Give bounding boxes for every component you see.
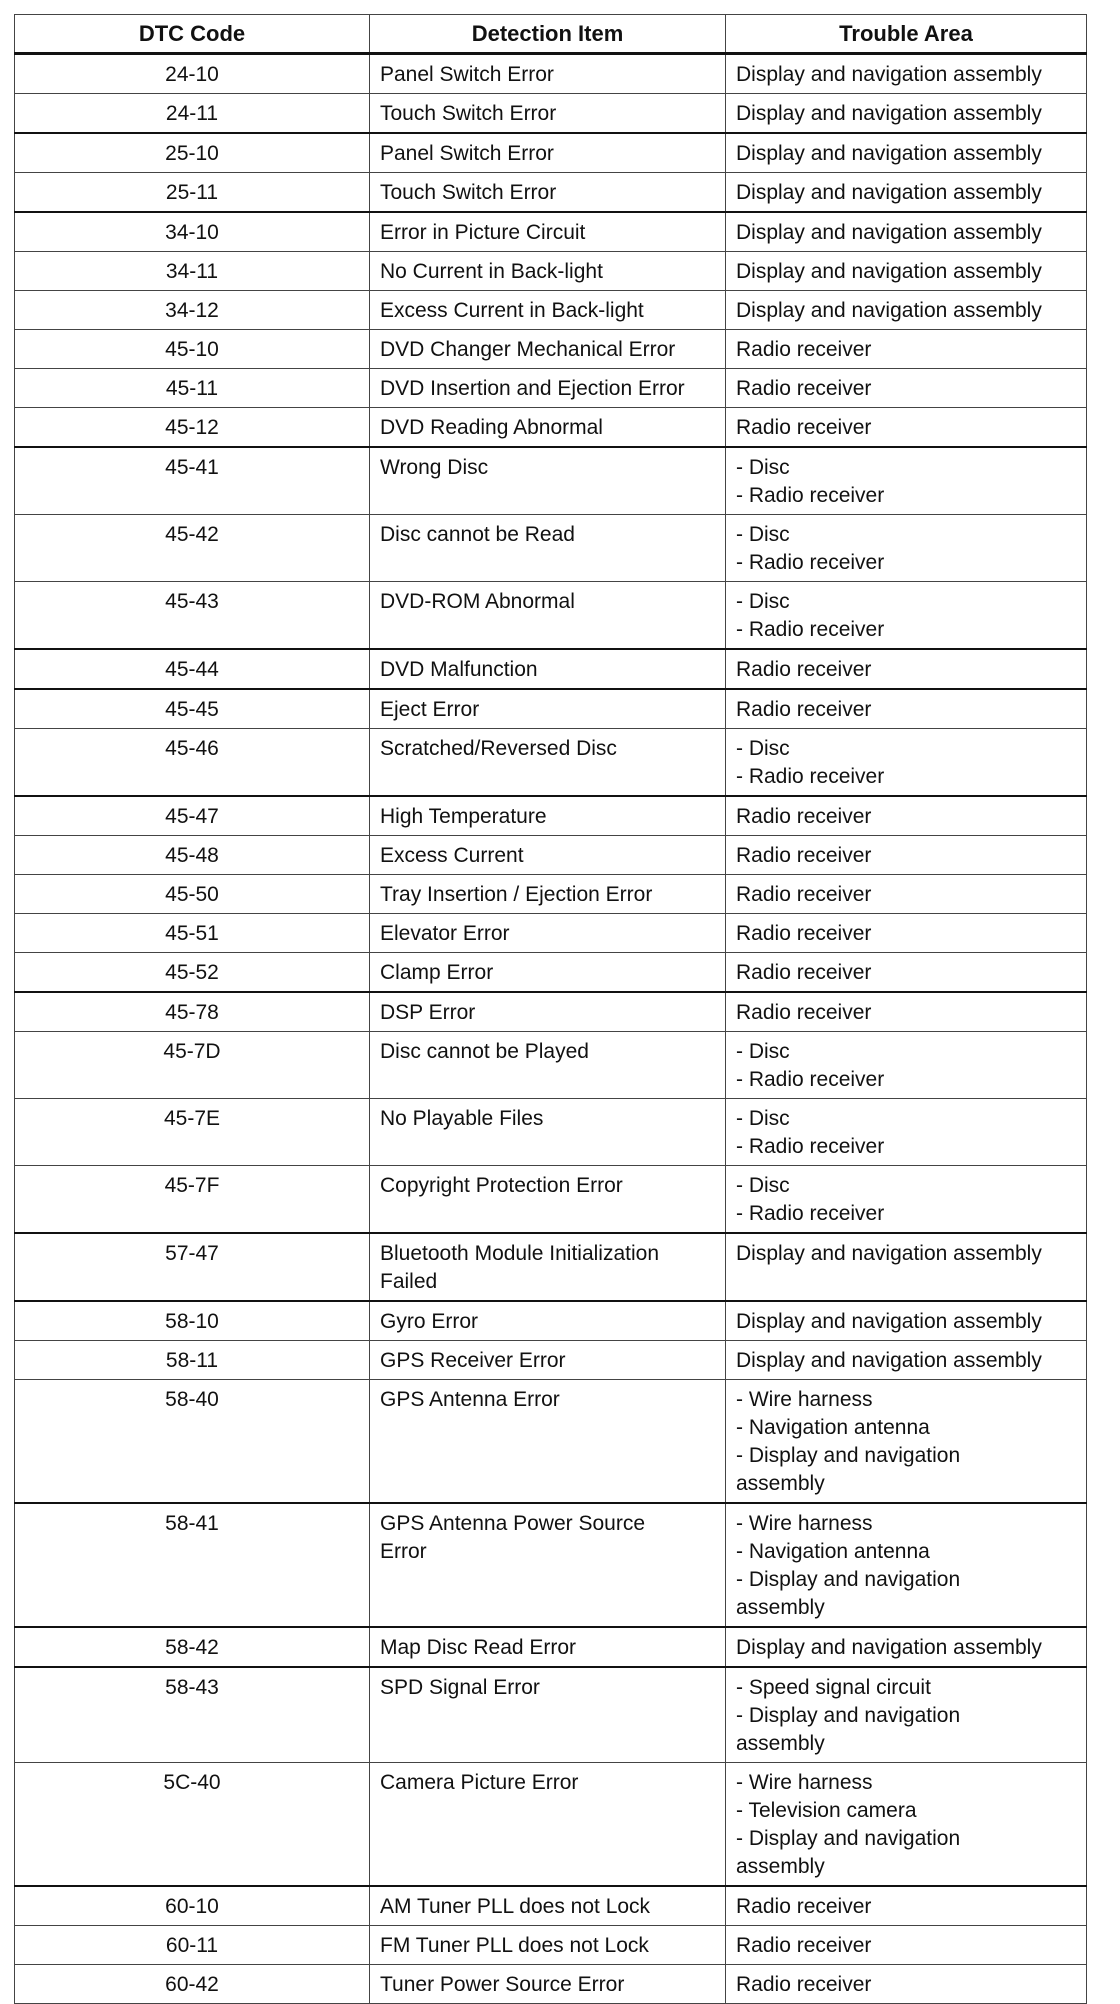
trouble-area-line: assembly bbox=[736, 1855, 825, 1878]
trouble-area-line: Radio receiver bbox=[736, 338, 872, 361]
trouble-area-line: Radio receiver bbox=[736, 844, 872, 867]
table-row bbox=[15, 515, 1087, 582]
detection-item-line: DSP Error bbox=[380, 1001, 476, 1024]
detection-item-line: Excess Current bbox=[380, 844, 524, 867]
table-row bbox=[15, 212, 1087, 252]
detection-item-cell bbox=[370, 836, 726, 875]
detection-item-cell bbox=[370, 515, 726, 582]
detection-item-cell bbox=[370, 252, 726, 291]
table-row bbox=[15, 54, 1087, 94]
table-row bbox=[15, 914, 1087, 953]
detection-item-cell bbox=[370, 649, 726, 689]
detection-item-line: Failed bbox=[380, 1270, 438, 1293]
detection-item-line: Wrong Disc bbox=[380, 456, 489, 479]
detection-item-cell bbox=[370, 173, 726, 213]
table-row bbox=[15, 94, 1087, 134]
dtc-code-cell: 45-48 bbox=[15, 836, 370, 875]
trouble-area-line: - Display and navigation bbox=[736, 1568, 961, 1591]
table-row bbox=[15, 689, 1087, 729]
dtc-code-cell: 5C-40 bbox=[15, 1763, 370, 1887]
dtc-table bbox=[14, 14, 1087, 2004]
trouble-area-line: - Television camera bbox=[736, 1799, 917, 1822]
detection-item-cell bbox=[370, 875, 726, 914]
trouble-area-cell bbox=[726, 649, 1087, 689]
detection-item-cell bbox=[370, 992, 726, 1032]
trouble-area-line: Radio receiver bbox=[736, 961, 872, 984]
detection-item-line: High Temperature bbox=[380, 805, 547, 828]
detection-item-cell bbox=[370, 54, 726, 94]
dtc-code-cell: 45-47 bbox=[15, 796, 370, 836]
table-row bbox=[15, 1099, 1087, 1166]
trouble-area-cell bbox=[726, 1099, 1087, 1166]
detection-item-line: DVD Insertion and Ejection Error bbox=[380, 377, 685, 400]
dtc-code-cell: 24-10 bbox=[15, 54, 370, 94]
trouble-area-line: - Display and navigation bbox=[736, 1444, 961, 1467]
dtc-code-cell: 24-11 bbox=[15, 94, 370, 134]
header-trouble-area: Trouble Area bbox=[726, 15, 1087, 54]
detection-item-line: Gyro Error bbox=[380, 1310, 479, 1333]
detection-item-line: Panel Switch Error bbox=[380, 142, 554, 165]
dtc-code-cell: 45-11 bbox=[15, 369, 370, 408]
trouble-area-line: Radio receiver bbox=[736, 1934, 872, 1957]
detection-item-cell bbox=[370, 1341, 726, 1380]
detection-item-cell bbox=[370, 94, 726, 134]
table-row bbox=[15, 836, 1087, 875]
detection-item-cell bbox=[370, 689, 726, 729]
header-dtc-code: DTC Code bbox=[15, 15, 370, 54]
trouble-area-line: - Disc bbox=[736, 456, 790, 479]
detection-item-line: Camera Picture Error bbox=[380, 1771, 579, 1794]
detection-item-cell bbox=[370, 729, 726, 797]
table-row bbox=[15, 1032, 1087, 1099]
detection-item-line: Eject Error bbox=[380, 698, 480, 721]
trouble-area-cell bbox=[726, 515, 1087, 582]
table-row bbox=[15, 1166, 1087, 1234]
dtc-code-cell: 58-10 bbox=[15, 1301, 370, 1341]
dtc-code-cell: 45-7D bbox=[15, 1032, 370, 1099]
dtc-code-cell: 45-51 bbox=[15, 914, 370, 953]
trouble-area-line: Radio receiver bbox=[736, 1973, 872, 1996]
dtc-code-cell: 58-42 bbox=[15, 1627, 370, 1667]
detection-item-cell bbox=[370, 212, 726, 252]
trouble-area-cell bbox=[726, 408, 1087, 448]
dtc-code-cell: 58-40 bbox=[15, 1380, 370, 1504]
detection-item-line: Error bbox=[380, 1540, 427, 1563]
trouble-area-cell bbox=[726, 914, 1087, 953]
trouble-area-cell bbox=[726, 173, 1087, 213]
detection-item-line: DVD Reading Abnormal bbox=[380, 416, 603, 439]
table-row bbox=[15, 1965, 1087, 2004]
table-row bbox=[15, 1667, 1087, 1763]
trouble-area-line: Display and navigation assembly bbox=[736, 102, 1042, 125]
trouble-area-cell bbox=[726, 1032, 1087, 1099]
detection-item-cell bbox=[370, 1926, 726, 1965]
detection-item-line: Elevator Error bbox=[380, 922, 510, 945]
trouble-area-cell bbox=[726, 1965, 1087, 2004]
dtc-code-cell: 58-11 bbox=[15, 1341, 370, 1380]
trouble-area-cell bbox=[726, 582, 1087, 650]
detection-item-line: Panel Switch Error bbox=[380, 63, 554, 86]
trouble-area-line: assembly bbox=[736, 1472, 825, 1495]
trouble-area-line: assembly bbox=[736, 1596, 825, 1619]
table-row bbox=[15, 173, 1087, 213]
detection-item-line: No Current in Back-light bbox=[380, 260, 603, 283]
trouble-area-line: Radio receiver bbox=[736, 1001, 872, 1024]
detection-item-line: Clamp Error bbox=[380, 961, 494, 984]
trouble-area-line: Radio receiver bbox=[736, 698, 872, 721]
detection-item-line: DVD Changer Mechanical Error bbox=[380, 338, 676, 361]
trouble-area-cell bbox=[726, 729, 1087, 797]
trouble-area-cell bbox=[726, 1627, 1087, 1667]
trouble-area-line: - Disc bbox=[736, 523, 790, 546]
detection-item-cell bbox=[370, 408, 726, 448]
table-row bbox=[15, 1341, 1087, 1380]
detection-item-cell bbox=[370, 1032, 726, 1099]
trouble-area-line: Display and navigation assembly bbox=[736, 260, 1042, 283]
dtc-code-cell: 45-50 bbox=[15, 875, 370, 914]
detection-item-cell bbox=[370, 291, 726, 330]
trouble-area-line: Display and navigation assembly bbox=[736, 142, 1042, 165]
detection-item-cell bbox=[370, 369, 726, 408]
table-row bbox=[15, 992, 1087, 1032]
detection-item-cell bbox=[370, 914, 726, 953]
trouble-area-cell bbox=[726, 447, 1087, 515]
trouble-area-line: - Navigation antenna bbox=[736, 1416, 930, 1439]
detection-item-cell bbox=[370, 1301, 726, 1341]
dtc-code-cell: 60-42 bbox=[15, 1965, 370, 2004]
detection-item-cell bbox=[370, 447, 726, 515]
trouble-area-line: - Disc bbox=[736, 1107, 790, 1130]
trouble-area-cell bbox=[726, 1886, 1087, 1926]
table-row bbox=[15, 447, 1087, 515]
trouble-area-line: - Navigation antenna bbox=[736, 1540, 930, 1563]
table-row bbox=[15, 1301, 1087, 1341]
dtc-code-cell: 45-7E bbox=[15, 1099, 370, 1166]
table-row bbox=[15, 408, 1087, 448]
dtc-code-cell: 34-12 bbox=[15, 291, 370, 330]
detection-item-cell bbox=[370, 1763, 726, 1887]
dtc-code-cell: 58-41 bbox=[15, 1503, 370, 1627]
trouble-area-line: Radio receiver bbox=[736, 416, 872, 439]
detection-item-cell bbox=[370, 953, 726, 993]
trouble-area-cell bbox=[726, 992, 1087, 1032]
trouble-area-line: - Radio receiver bbox=[736, 765, 885, 788]
trouble-area-line: Radio receiver bbox=[736, 658, 872, 681]
header-detection-item: Detection Item bbox=[370, 15, 726, 54]
table-row bbox=[15, 1926, 1087, 1965]
dtc-code-cell: 45-46 bbox=[15, 729, 370, 797]
detection-item-line: FM Tuner PLL does not Lock bbox=[380, 1934, 649, 1957]
trouble-area-line: - Display and navigation bbox=[736, 1827, 961, 1850]
detection-item-line: GPS Antenna Power Source bbox=[380, 1512, 645, 1535]
trouble-area-cell bbox=[726, 796, 1087, 836]
dtc-code-cell: 45-10 bbox=[15, 330, 370, 369]
trouble-area-line: Radio receiver bbox=[736, 805, 872, 828]
table-row bbox=[15, 330, 1087, 369]
trouble-area-line: - Disc bbox=[736, 590, 790, 613]
detection-item-cell bbox=[370, 1667, 726, 1763]
detection-item-cell bbox=[370, 1099, 726, 1166]
detection-item-cell bbox=[370, 1233, 726, 1301]
detection-item-line: Disc cannot be Read bbox=[380, 523, 575, 546]
trouble-area-line: - Radio receiver bbox=[736, 1202, 885, 1225]
table-row bbox=[15, 1503, 1087, 1627]
trouble-area-line: - Radio receiver bbox=[736, 1068, 885, 1091]
detection-item-line: Touch Switch Error bbox=[380, 102, 557, 125]
table-row bbox=[15, 369, 1087, 408]
header-row bbox=[15, 15, 1087, 54]
detection-item-line: Tray Insertion / Ejection Error bbox=[380, 883, 653, 906]
table-row bbox=[15, 1233, 1087, 1301]
detection-item-line: AM Tuner PLL does not Lock bbox=[380, 1895, 651, 1918]
detection-item-line: SPD Signal Error bbox=[380, 1676, 540, 1699]
dtc-code-cell: 34-10 bbox=[15, 212, 370, 252]
dtc-code-cell: 45-43 bbox=[15, 582, 370, 650]
detection-item-cell bbox=[370, 582, 726, 650]
trouble-area-line: assembly bbox=[736, 1732, 825, 1755]
trouble-area-cell bbox=[726, 1341, 1087, 1380]
trouble-area-cell bbox=[726, 1166, 1087, 1234]
table-row bbox=[15, 1886, 1087, 1926]
trouble-area-line: - Radio receiver bbox=[736, 618, 885, 641]
detection-item-line: GPS Antenna Error bbox=[380, 1388, 560, 1411]
detection-item-line: Excess Current in Back-light bbox=[380, 299, 644, 322]
trouble-area-cell bbox=[726, 1503, 1087, 1627]
trouble-area-line: Display and navigation assembly bbox=[736, 1349, 1042, 1372]
trouble-area-line: - Wire harness bbox=[736, 1771, 873, 1794]
detection-item-cell bbox=[370, 1886, 726, 1926]
dtc-code-cell: 45-52 bbox=[15, 953, 370, 993]
dtc-code-cell: 45-41 bbox=[15, 447, 370, 515]
trouble-area-line: - Wire harness bbox=[736, 1388, 873, 1411]
trouble-area-cell bbox=[726, 291, 1087, 330]
trouble-area-cell bbox=[726, 94, 1087, 134]
trouble-area-cell bbox=[726, 133, 1087, 173]
dtc-code-cell: 45-44 bbox=[15, 649, 370, 689]
trouble-area-cell bbox=[726, 875, 1087, 914]
table-row bbox=[15, 796, 1087, 836]
detection-item-line: DVD Malfunction bbox=[380, 658, 538, 681]
detection-item-line: Disc cannot be Played bbox=[380, 1040, 589, 1063]
trouble-area-cell bbox=[726, 1667, 1087, 1763]
trouble-area-cell bbox=[726, 330, 1087, 369]
detection-item-cell bbox=[370, 1166, 726, 1234]
table-row bbox=[15, 649, 1087, 689]
dtc-code-cell: 34-11 bbox=[15, 252, 370, 291]
trouble-area-line: Display and navigation assembly bbox=[736, 63, 1042, 86]
trouble-area-cell bbox=[726, 1926, 1087, 1965]
detection-item-line: Scratched/Reversed Disc bbox=[380, 737, 617, 760]
detection-item-line: Touch Switch Error bbox=[380, 181, 557, 204]
trouble-area-cell bbox=[726, 1763, 1087, 1887]
detection-item-line: Error in Picture Circuit bbox=[380, 221, 586, 244]
detection-item-cell bbox=[370, 133, 726, 173]
trouble-area-cell bbox=[726, 212, 1087, 252]
table-row bbox=[15, 133, 1087, 173]
table-row bbox=[15, 953, 1087, 993]
detection-item-line: Map Disc Read Error bbox=[380, 1636, 577, 1659]
table-header bbox=[15, 15, 1087, 54]
trouble-area-cell bbox=[726, 252, 1087, 291]
dtc-code-cell: 25-10 bbox=[15, 133, 370, 173]
trouble-area-line: Display and navigation assembly bbox=[736, 181, 1042, 204]
trouble-area-line: Display and navigation assembly bbox=[736, 1242, 1042, 1265]
detection-item-line: GPS Receiver Error bbox=[380, 1349, 566, 1372]
detection-item-cell bbox=[370, 1380, 726, 1504]
table-row bbox=[15, 252, 1087, 291]
table-row bbox=[15, 582, 1087, 650]
detection-item-cell bbox=[370, 1965, 726, 2004]
table-row bbox=[15, 729, 1087, 797]
dtc-code-cell: 60-10 bbox=[15, 1886, 370, 1926]
trouble-area-cell bbox=[726, 1233, 1087, 1301]
detection-item-cell bbox=[370, 1627, 726, 1667]
dtc-code-cell: 58-43 bbox=[15, 1667, 370, 1763]
table-body bbox=[15, 54, 1087, 2004]
dtc-code-cell: 45-7F bbox=[15, 1166, 370, 1234]
table-row bbox=[15, 1763, 1087, 1887]
detection-item-cell bbox=[370, 330, 726, 369]
dtc-code-cell: 45-42 bbox=[15, 515, 370, 582]
dtc-code-cell: 57-47 bbox=[15, 1233, 370, 1301]
trouble-area-cell bbox=[726, 369, 1087, 408]
detection-item-line: Tuner Power Source Error bbox=[380, 1973, 625, 1996]
detection-item-line: Copyright Protection Error bbox=[380, 1174, 623, 1197]
table-row bbox=[15, 291, 1087, 330]
trouble-area-line: Radio receiver bbox=[736, 922, 872, 945]
dtc-code-cell: 45-45 bbox=[15, 689, 370, 729]
trouble-area-line: Radio receiver bbox=[736, 377, 872, 400]
dtc-code-cell: 45-78 bbox=[15, 992, 370, 1032]
trouble-area-cell bbox=[726, 689, 1087, 729]
table-row bbox=[15, 1627, 1087, 1667]
trouble-area-line: - Radio receiver bbox=[736, 1135, 885, 1158]
trouble-area-line: Radio receiver bbox=[736, 883, 872, 906]
detection-item-cell bbox=[370, 1503, 726, 1627]
trouble-area-line: - Radio receiver bbox=[736, 551, 885, 574]
trouble-area-line: - Display and navigation bbox=[736, 1704, 961, 1727]
table-row bbox=[15, 875, 1087, 914]
trouble-area-cell bbox=[726, 836, 1087, 875]
trouble-area-cell bbox=[726, 1301, 1087, 1341]
dtc-code-cell: 25-11 bbox=[15, 173, 370, 213]
trouble-area-line: - Disc bbox=[736, 1174, 790, 1197]
table-row bbox=[15, 1380, 1087, 1504]
trouble-area-line: - Disc bbox=[736, 737, 790, 760]
trouble-area-line: - Radio receiver bbox=[736, 484, 885, 507]
detection-item-cell bbox=[370, 796, 726, 836]
detection-item-line: Bluetooth Module Initialization bbox=[380, 1242, 660, 1265]
detection-item-line: No Playable Files bbox=[380, 1107, 544, 1130]
trouble-area-line: Display and navigation assembly bbox=[736, 1310, 1042, 1333]
dtc-code-cell: 45-12 bbox=[15, 408, 370, 448]
trouble-area-cell bbox=[726, 1380, 1087, 1504]
trouble-area-line: - Wire harness bbox=[736, 1512, 873, 1535]
trouble-area-line: Display and navigation assembly bbox=[736, 1636, 1042, 1659]
trouble-area-line: Radio receiver bbox=[736, 1895, 872, 1918]
dtc-code-cell: 60-11 bbox=[15, 1926, 370, 1965]
trouble-area-line: - Disc bbox=[736, 1040, 790, 1063]
trouble-area-cell bbox=[726, 953, 1087, 993]
trouble-area-cell bbox=[726, 54, 1087, 94]
trouble-area-line: Display and navigation assembly bbox=[736, 221, 1042, 244]
trouble-area-line: Display and navigation assembly bbox=[736, 299, 1042, 322]
detection-item-line: DVD-ROM Abnormal bbox=[380, 590, 575, 613]
trouble-area-line: - Speed signal circuit bbox=[736, 1676, 931, 1699]
